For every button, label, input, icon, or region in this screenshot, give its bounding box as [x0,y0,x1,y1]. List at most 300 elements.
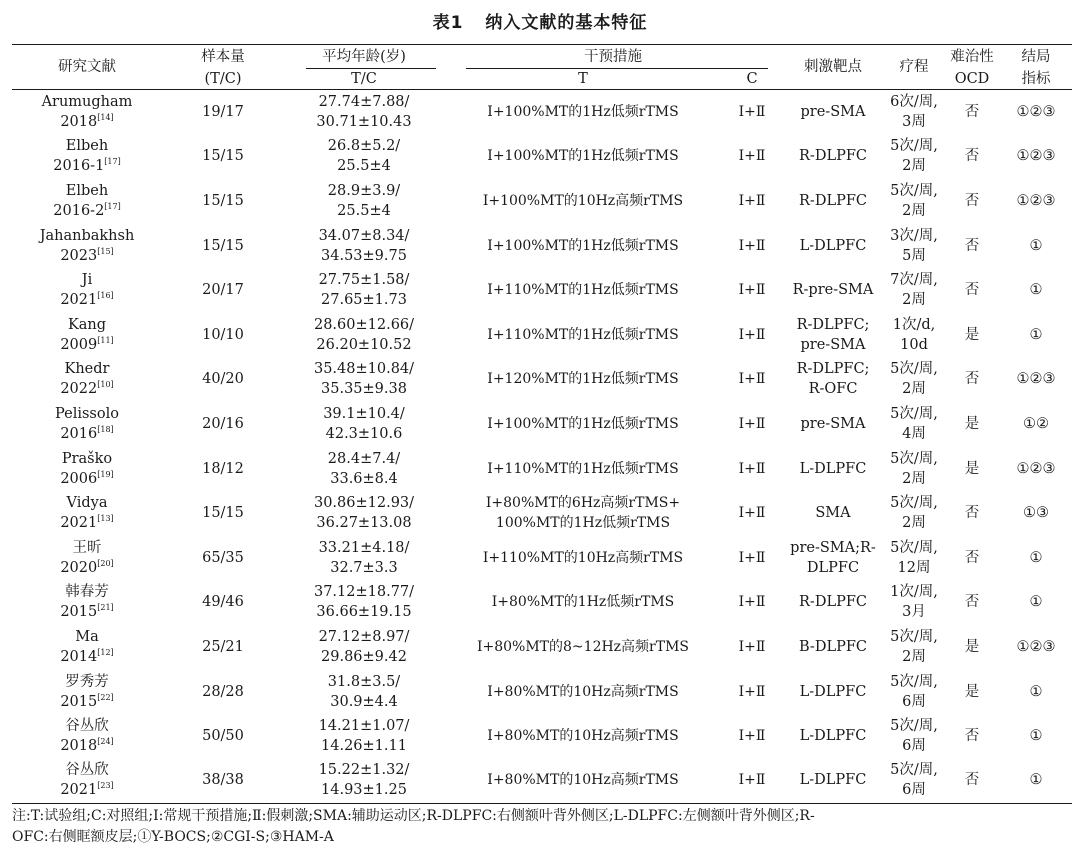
refractory-cell: 否 [964,728,980,745]
study-year: 2016-1[17] [53,157,121,175]
course-cell [884,714,944,759]
target-cell [782,669,884,714]
intervention-c-cell: Ⅰ+Ⅱ [738,549,766,566]
refractory-cell: 否 [964,772,980,789]
refractory-cell: 是 [964,326,980,343]
course-cell [884,446,944,491]
target-line1: R-DLPFC [799,594,867,611]
header-sample-bottom: (T/C) [204,71,242,87]
citation-ref: [19] [97,469,114,479]
age-t: 27.75±1.58/ [318,272,410,289]
sample-cell: 15/15 [202,505,244,522]
header-refractory-bottom: OCD [954,71,990,87]
citation-ref: [17] [104,157,121,167]
header-target: 刺激靶点 [804,59,862,75]
course-line1: 5次/周, [890,450,938,467]
table-caption: 纳入文献的基本特征 [485,13,648,33]
table-row [12,90,1072,135]
intervention-t-line1: Ⅰ+100%MT的10Hz高频rTMS [482,192,684,209]
course-cell [884,535,944,580]
intervention-c-cell: Ⅰ+Ⅱ [738,148,766,165]
course-line1: 3次/周, [890,227,938,244]
study-cell [12,402,162,447]
refractory-cell: 否 [964,282,980,299]
outcome-cell: ① [1029,594,1043,611]
course-line2: 2周 [902,515,926,532]
age-t: 28.9±3.9/ [327,182,401,199]
citation-ref: [17] [104,201,121,211]
study-author: Elbeh [65,182,109,199]
header-int-c: C [746,71,758,87]
intervention-t-line1: Ⅰ+80%MT的1Hz低频rTMS [491,594,675,611]
sample-cell: 28/28 [202,683,244,700]
intervention-t-cell [444,625,722,670]
intervention-c-cell: Ⅰ+Ⅱ [738,683,766,700]
course-cell [884,357,944,402]
header-age-label: 平均年龄(岁) [322,49,406,65]
age-cell [284,90,444,135]
refractory-cell: 是 [964,638,980,655]
age-t: 33.21±4.18/ [318,539,410,556]
course-cell [884,312,944,357]
intervention-c-cell: Ⅰ+Ⅱ [738,192,766,209]
table-row [12,714,1072,759]
study-cell [12,535,162,580]
age-t: 26.8±5.2/ [327,138,401,155]
note-line-1: 注:T:试验组;C:对照组;Ⅰ:常规干预措施;Ⅱ:假刺激;SMA:辅助运动区;R-DLPFC:右侧额叶背外侧区;L-DLPFC:左侧额叶背外侧区;R- [12,808,815,824]
citation-ref: [20] [97,558,114,568]
intervention-t-line1: Ⅰ+80%MT的6Hz高频rTMS+ [485,495,681,512]
header-int-t: T [578,71,588,87]
course-line1: 5次/周, [890,138,938,155]
table-row [12,312,1072,357]
course-line2: 5周 [902,247,926,264]
age-t: 28.4±7.4/ [327,450,401,467]
intervention-t-cell [444,758,722,803]
characteristics-table [12,44,1072,804]
study-year: 2021[23] [60,781,114,799]
sample-cell: 49/46 [202,594,244,611]
study-year: 2018[24] [60,737,114,755]
target-cell [782,268,884,313]
outcome-cell: ①③ [1023,505,1049,522]
header-course: 疗程 [899,59,929,75]
course-line2: 2周 [902,470,926,487]
intervention-c-cell: Ⅰ+Ⅱ [738,415,766,432]
study-year: 2018[14] [60,113,114,131]
intervention-t-line1: Ⅰ+100%MT的1Hz低频rTMS [487,148,679,165]
age-t: 34.07±8.34/ [318,227,410,244]
table-row [12,134,1072,179]
intervention-t-line1: Ⅰ+120%MT的1Hz低频rTMS [487,371,679,388]
refractory-cell: 否 [964,192,980,209]
course-line2: 6周 [902,738,926,755]
header-refractory-top: 难治性 [950,49,994,65]
age-c: 14.26±1.11 [321,738,407,755]
intervention-t-line2: 100%MT的1Hz低频rTMS [495,515,671,532]
outcome-cell: ① [1029,326,1043,343]
study-author: Elbeh [65,138,109,155]
outcome-cell: ①②③ [1016,638,1056,655]
intervention-c-cell: Ⅰ+Ⅱ [738,638,766,655]
age-t: 28.60±12.66/ [313,316,415,333]
study-cell [12,625,162,670]
intervention-t-cell [444,90,722,135]
intervention-c-cell: Ⅰ+Ⅱ [738,505,766,522]
table-row [12,758,1072,803]
intervention-c-cell: Ⅰ+Ⅱ [738,728,766,745]
target-line1: R-pre-SMA [792,282,874,299]
intervention-t-cell [444,580,722,625]
study-cell [12,179,162,224]
sample-cell: 50/50 [202,728,244,745]
target-line1: pre-SMA [800,104,866,121]
intervention-t-line1: Ⅰ+100%MT的1Hz低频rTMS [487,415,679,432]
refractory-cell: 是 [964,415,980,432]
target-line1: R-DLPFC; [796,316,870,333]
study-cell [12,90,162,135]
intervention-c-cell: Ⅰ+Ⅱ [738,326,766,343]
age-cell [284,491,444,536]
study-author: Vidya [66,495,108,512]
table-row [12,446,1072,491]
age-c: 33.6±8.4 [330,470,398,487]
age-t: 27.12±8.97/ [318,628,410,645]
study-author: Pelissolo [55,405,119,422]
outcome-cell: ① [1029,772,1043,789]
citation-ref: [14] [97,113,114,123]
age-cell [284,580,444,625]
sample-cell: 65/35 [202,549,244,566]
header-age-top [284,45,444,70]
sample-cell: 15/15 [202,148,244,165]
outcome-cell: ① [1029,237,1043,254]
age-t: 30.86±12.93/ [313,495,415,512]
target-line1: pre-SMA [800,415,866,432]
intervention-t-cell [444,402,722,447]
study-year: 2023[15] [60,246,114,264]
course-line1: 5次/周, [890,405,938,422]
study-year: 2021[13] [60,514,114,532]
refractory-cell: 否 [964,594,980,611]
course-cell [884,625,944,670]
course-line2: 4周 [902,425,926,442]
refractory-cell: 否 [964,237,980,254]
study-cell [12,669,162,714]
target-cell [782,402,884,447]
study-year: 2015[21] [60,603,114,621]
intervention-t-cell [444,446,722,491]
course-cell [884,402,944,447]
target-cell [782,491,884,536]
intervention-c-cell: Ⅰ+Ⅱ [738,282,766,299]
course-line1: 1次/d, [892,316,936,333]
study-year: 2015[22] [60,692,114,710]
study-author: 王昕 [72,539,102,556]
target-line2: R-OFC [808,381,858,398]
refractory-cell: 否 [964,104,980,121]
study-author: Khedr [64,361,110,378]
age-t: 37.12±18.77/ [313,584,415,601]
course-line2: 2周 [902,648,926,665]
sample-cell: 20/16 [202,415,244,432]
target-line1: pre-SMA;R- [790,539,876,556]
study-year: 2021[16] [60,291,114,309]
course-line1: 5次/周, [890,762,938,779]
study-author: Ma [75,628,99,645]
course-cell [884,134,944,179]
age-t: 31.8±3.5/ [327,673,401,690]
header-sample-top: 样本量 [201,49,245,65]
study-cell [12,714,162,759]
table-row [12,535,1072,580]
course-line1: 5次/周, [890,495,938,512]
intervention-c-cell: Ⅰ+Ⅱ [738,104,766,121]
study-author: 谷丛欣 [65,718,109,735]
citation-ref: [12] [97,647,114,657]
course-line1: 1次/周, [890,584,938,601]
refractory-cell: 否 [964,371,980,388]
intervention-t-cell [444,268,722,313]
outcome-cell: ① [1029,549,1043,566]
age-cell [284,758,444,803]
outcome-cell: ①②③ [1016,371,1056,388]
age-c: 35.35±9.38 [321,381,407,398]
intervention-t-cell [444,491,722,536]
table-row [12,357,1072,402]
study-year: 2020[20] [60,558,114,576]
citation-ref: [13] [97,514,114,524]
target-line2: pre-SMA [800,336,866,353]
age-c: 34.53±9.75 [321,247,407,264]
course-cell [884,268,944,313]
target-cell [782,357,884,402]
age-c: 26.20±10.52 [316,336,412,353]
outcome-cell: ①② [1023,415,1049,432]
intervention-t-cell [444,669,722,714]
age-cell [284,179,444,224]
course-line2: 3月 [902,604,926,621]
target-cell [782,580,884,625]
intervention-c-cell: Ⅰ+Ⅱ [738,594,766,611]
age-t: 15.22±1.32/ [318,762,410,779]
header-intervention-label: 干预措施 [584,49,642,65]
target-cell [782,535,884,580]
table-row [12,580,1072,625]
study-author: 谷丛欣 [65,762,109,779]
target-line1: R-DLPFC; [796,361,870,378]
age-cell [284,357,444,402]
citation-ref: [11] [97,335,114,345]
study-year: 2006[19] [60,469,114,487]
study-author: Praško [61,450,113,467]
study-year: 2016[18] [60,424,114,442]
sample-cell: 40/20 [202,371,244,388]
intervention-t-line1: Ⅰ+110%MT的1Hz低频rTMS [487,460,679,477]
course-line1: 5次/周, [890,628,938,645]
sample-cell: 19/17 [202,104,244,121]
citation-ref: [24] [97,737,114,747]
course-line1: 5次/周, [890,718,938,735]
refractory-cell: 是 [964,683,980,700]
study-cell [12,446,162,491]
study-author: Jahanbakhsh [39,227,135,244]
intervention-t-line1: Ⅰ+100%MT的1Hz低频rTMS [487,237,679,254]
refractory-cell: 否 [964,549,980,566]
refractory-cell: 是 [964,460,980,477]
study-author: Kang [67,316,107,333]
age-cell [284,625,444,670]
age-cell [284,402,444,447]
header-intervention [444,45,782,70]
study-cell [12,580,162,625]
course-line1: 6次/周, [890,94,938,111]
age-c: 25.5±4 [337,202,391,219]
refractory-cell: 否 [964,148,980,165]
intervention-t-line1: Ⅰ+110%MT的1Hz低频rTMS [487,326,679,343]
target-line1: R-DLPFC [799,148,867,165]
target-cell [782,625,884,670]
age-cell [284,223,444,268]
outcome-cell: ①②③ [1016,148,1056,165]
age-c: 27.65±1.73 [321,292,407,309]
target-line1: SMA [815,505,851,522]
intervention-t-line1: Ⅰ+110%MT的1Hz低频rTMS [487,282,679,299]
target-line1: R-DLPFC [799,192,867,209]
age-cell [284,268,444,313]
course-line2: 3周 [902,114,926,131]
citation-ref: [22] [97,692,114,702]
intervention-c-cell: Ⅰ+Ⅱ [738,237,766,254]
citation-ref: [21] [97,603,114,613]
course-cell [884,491,944,536]
age-cell [284,714,444,759]
course-line2: 2周 [902,158,926,175]
target-line1: L-DLPFC [799,237,867,254]
sample-cell: 38/38 [202,772,244,789]
age-t: 35.48±10.84/ [313,361,415,378]
age-cell [284,134,444,179]
intervention-c-cell: Ⅰ+Ⅱ [738,772,766,789]
intervention-t-cell [444,714,722,759]
course-line2: 2周 [902,381,926,398]
intervention-t-cell [444,312,722,357]
age-cell [284,535,444,580]
target-cell [782,312,884,357]
study-year: 2014[12] [60,647,114,665]
study-cell [12,312,162,357]
table-number: 表1 [432,13,464,33]
intervention-t-cell [444,535,722,580]
study-cell [12,134,162,179]
course-line1: 5次/周, [890,182,938,199]
table-row [12,179,1072,224]
sample-cell: 25/21 [202,638,244,655]
target-line1: B-DLPFC [799,638,867,655]
outcome-cell: ① [1029,728,1043,745]
study-cell [12,357,162,402]
header-study: 研究文献 [58,59,116,75]
age-t: 39.1±10.4/ [323,405,405,422]
age-c: 36.27±13.08 [316,515,412,532]
age-c: 30.9±4.4 [330,693,398,710]
course-line2: 2周 [902,292,926,309]
target-line1: L-DLPFC [799,460,867,477]
age-c: 29.86±9.42 [321,648,407,665]
outcome-cell: ① [1029,683,1043,700]
study-author: Ji [81,272,93,289]
target-line2: DLPFC [806,559,860,576]
sample-cell: 18/12 [202,460,244,477]
citation-ref: [15] [97,246,114,256]
age-cell [284,312,444,357]
target-cell [782,179,884,224]
outcome-cell: ① [1029,282,1043,299]
course-cell [884,580,944,625]
intervention-t-line1: Ⅰ+80%MT的8~12Hz高频rTMS [476,638,690,655]
outcome-cell: ①②③ [1016,104,1056,121]
study-year: 2009[11] [60,335,114,353]
table-title [0,8,1080,33]
header-outcome-bottom: 指标 [1021,71,1051,87]
citation-ref: [10] [97,380,114,390]
intervention-t-line1: Ⅰ+100%MT的1Hz低频rTMS [487,104,679,121]
target-cell [782,758,884,803]
intervention-t-line1: Ⅰ+80%MT的10Hz高频rTMS [487,728,679,745]
citation-ref: [16] [97,291,114,301]
table-note [12,806,1072,848]
table-row [12,491,1072,536]
intervention-t-line1: Ⅰ+80%MT的10Hz高频rTMS [487,772,679,789]
course-line1: 5次/周, [890,539,938,556]
age-cell [284,446,444,491]
age-c: 14.93±1.25 [321,782,407,799]
age-c: 42.3±10.6 [325,425,403,442]
course-line2: 12周 [897,559,931,576]
target-cell [782,223,884,268]
study-cell [12,491,162,536]
study-cell [12,268,162,313]
course-line1: 5次/周, [890,673,938,690]
age-c: 32.7±3.3 [330,559,398,576]
course-line1: 5次/周, [890,361,938,378]
target-cell [782,90,884,135]
intervention-c-cell: Ⅰ+Ⅱ [738,460,766,477]
age-t: 14.21±1.07/ [318,718,410,735]
intervention-t-line1: Ⅰ+80%MT的10Hz高频rTMS [487,683,679,700]
target-line1: L-DLPFC [799,728,867,745]
age-t: 27.74±7.88/ [318,94,410,111]
intervention-t-cell [444,357,722,402]
study-year: 2022[10] [60,380,114,398]
sample-cell: 15/15 [202,237,244,254]
note-line-2: OFC:右侧眶额皮层;①Y-BOCS;②CGI-S;③HAM-A [12,829,334,845]
table-body [12,90,1072,804]
study-cell [12,223,162,268]
course-line2: 6周 [902,782,926,799]
table-row [12,669,1072,714]
target-cell [782,714,884,759]
course-cell [884,223,944,268]
table-row [12,268,1072,313]
course-cell [884,179,944,224]
course-cell [884,90,944,135]
course-cell [884,669,944,714]
refractory-cell: 否 [964,505,980,522]
outcome-cell: ①②③ [1016,460,1056,477]
study-cell [12,758,162,803]
outcome-cell: ①②③ [1016,192,1056,209]
